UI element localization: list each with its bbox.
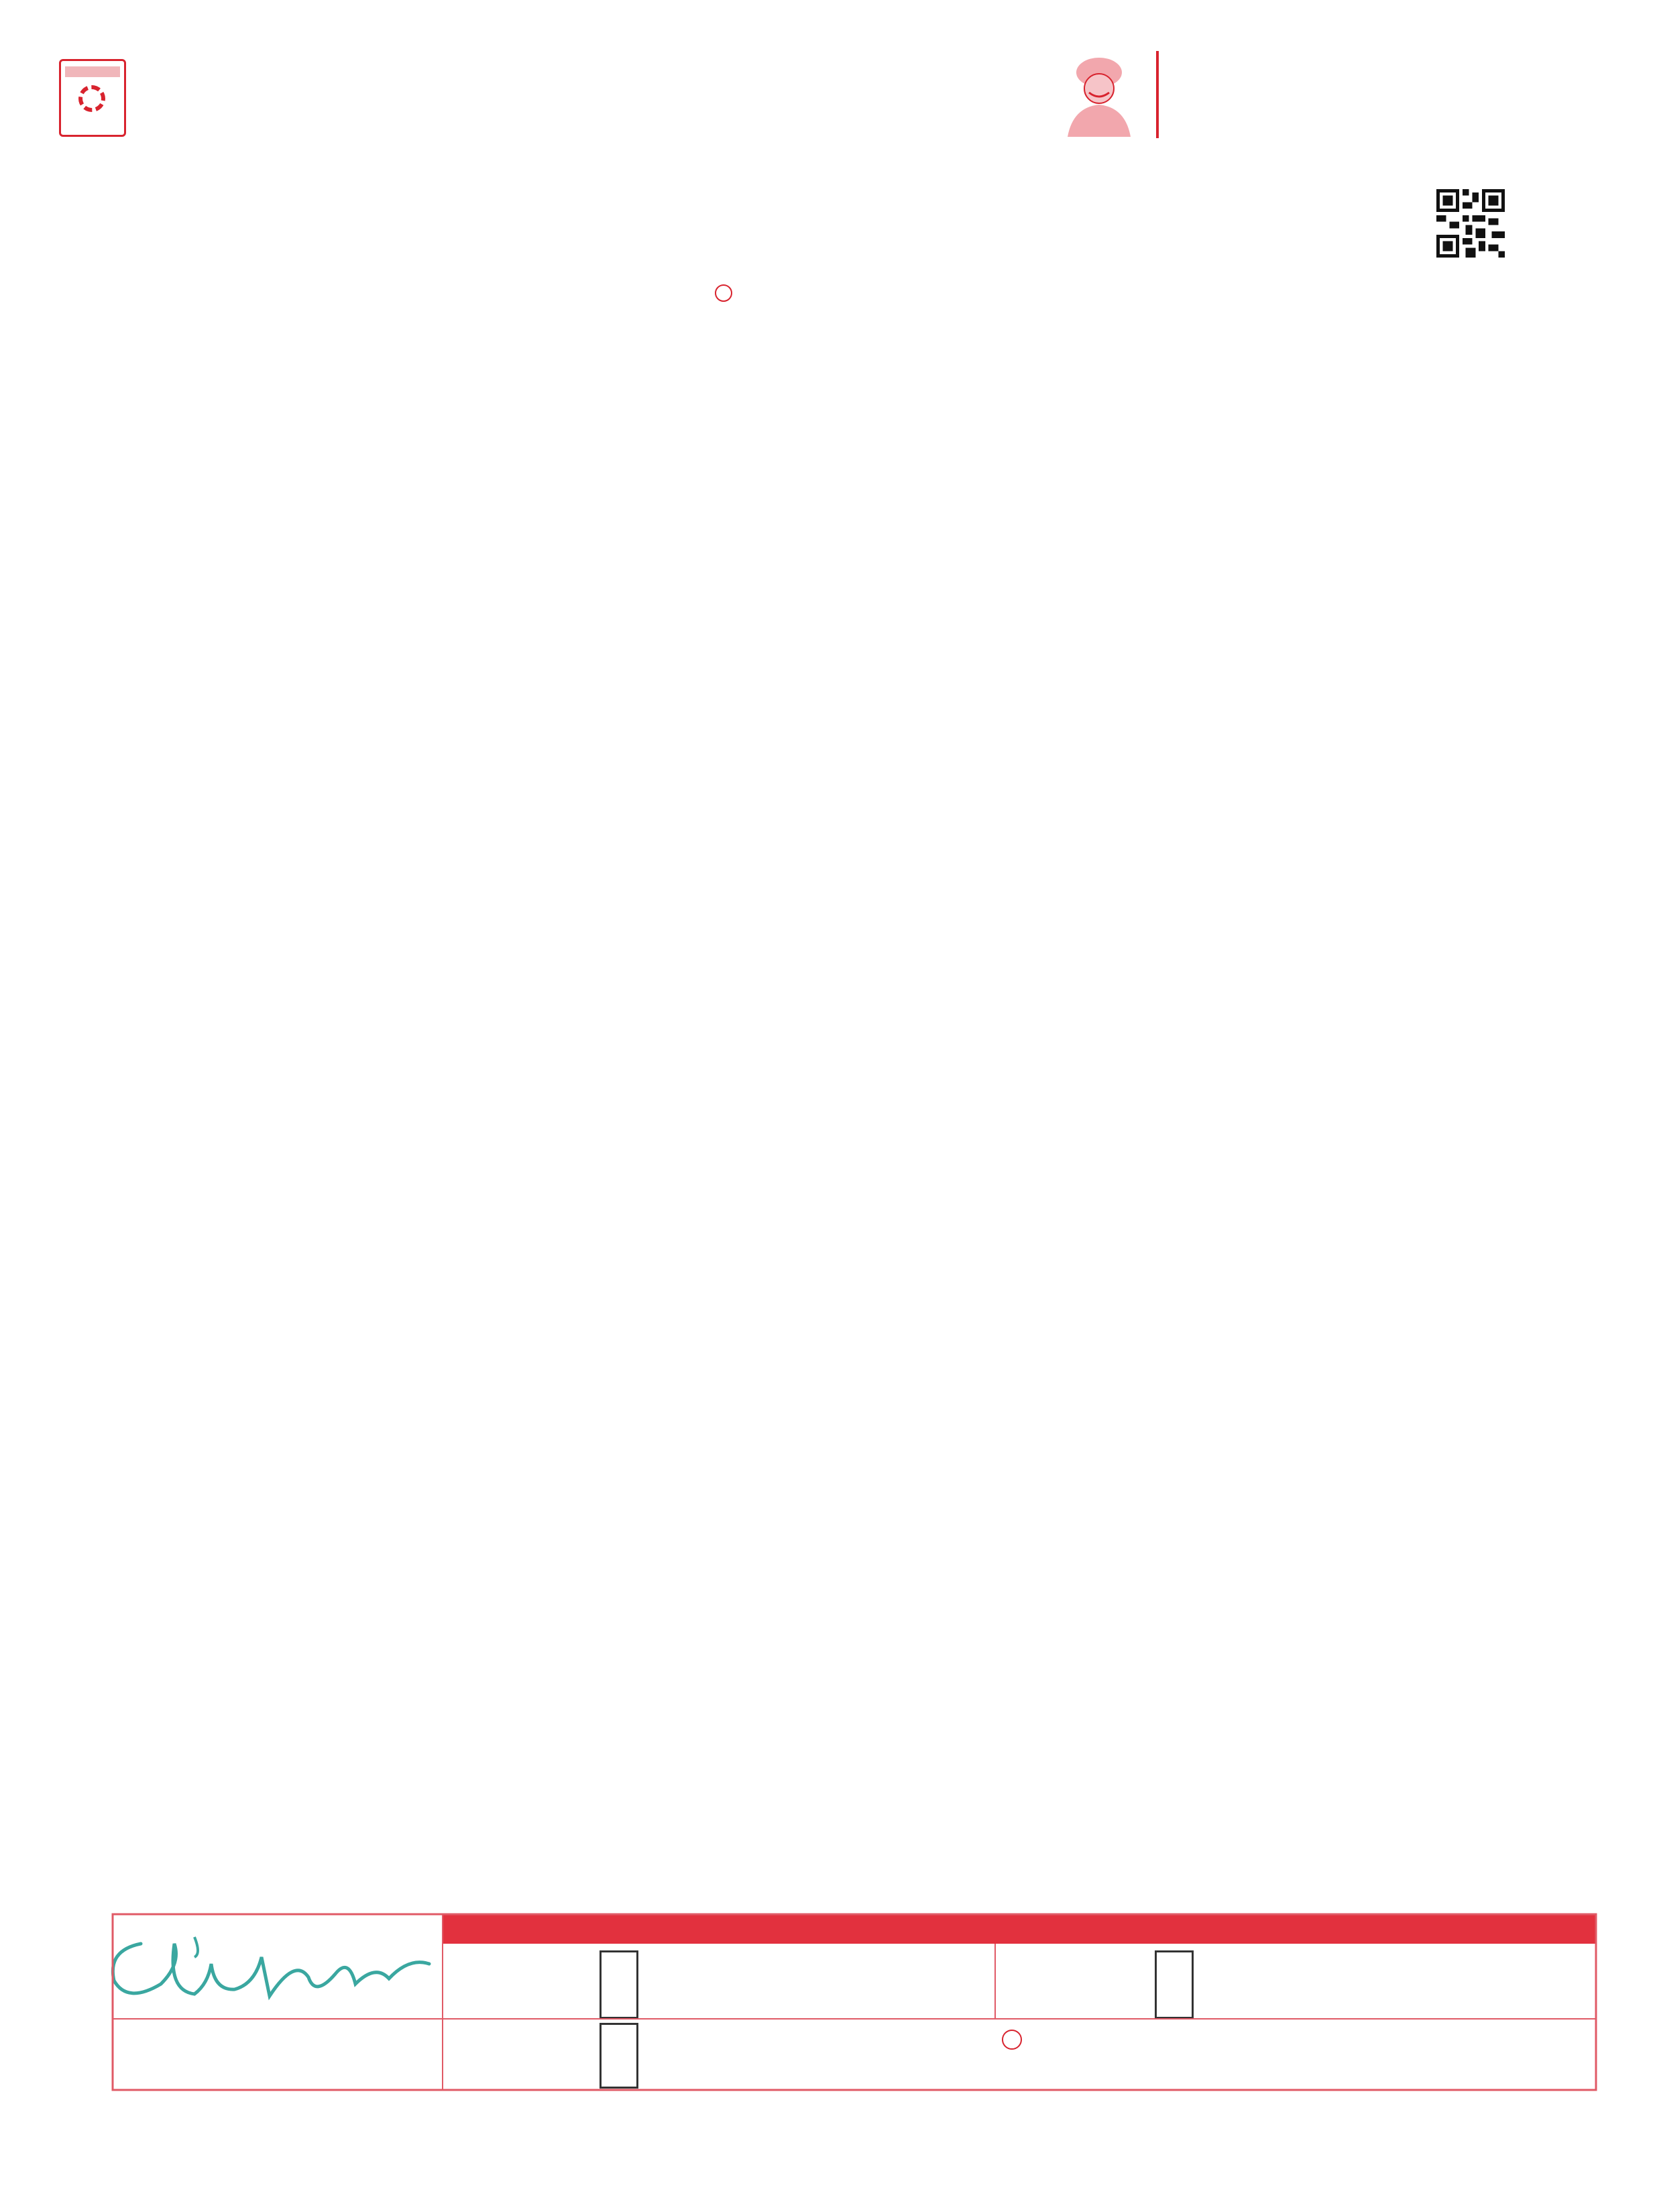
col-header-booklet xyxy=(715,280,1127,302)
total-absent-value xyxy=(1155,1950,1190,2015)
replacement-r-icon xyxy=(1002,2030,1022,2050)
replacement-r-icon xyxy=(715,284,732,302)
replacement-note xyxy=(1002,2026,1022,2052)
chief-superintendent-signature xyxy=(94,1917,443,2017)
total-present-value xyxy=(600,1950,634,2015)
manual-entry-value xyxy=(600,2023,634,2085)
footer-band-title xyxy=(443,1914,1596,1944)
